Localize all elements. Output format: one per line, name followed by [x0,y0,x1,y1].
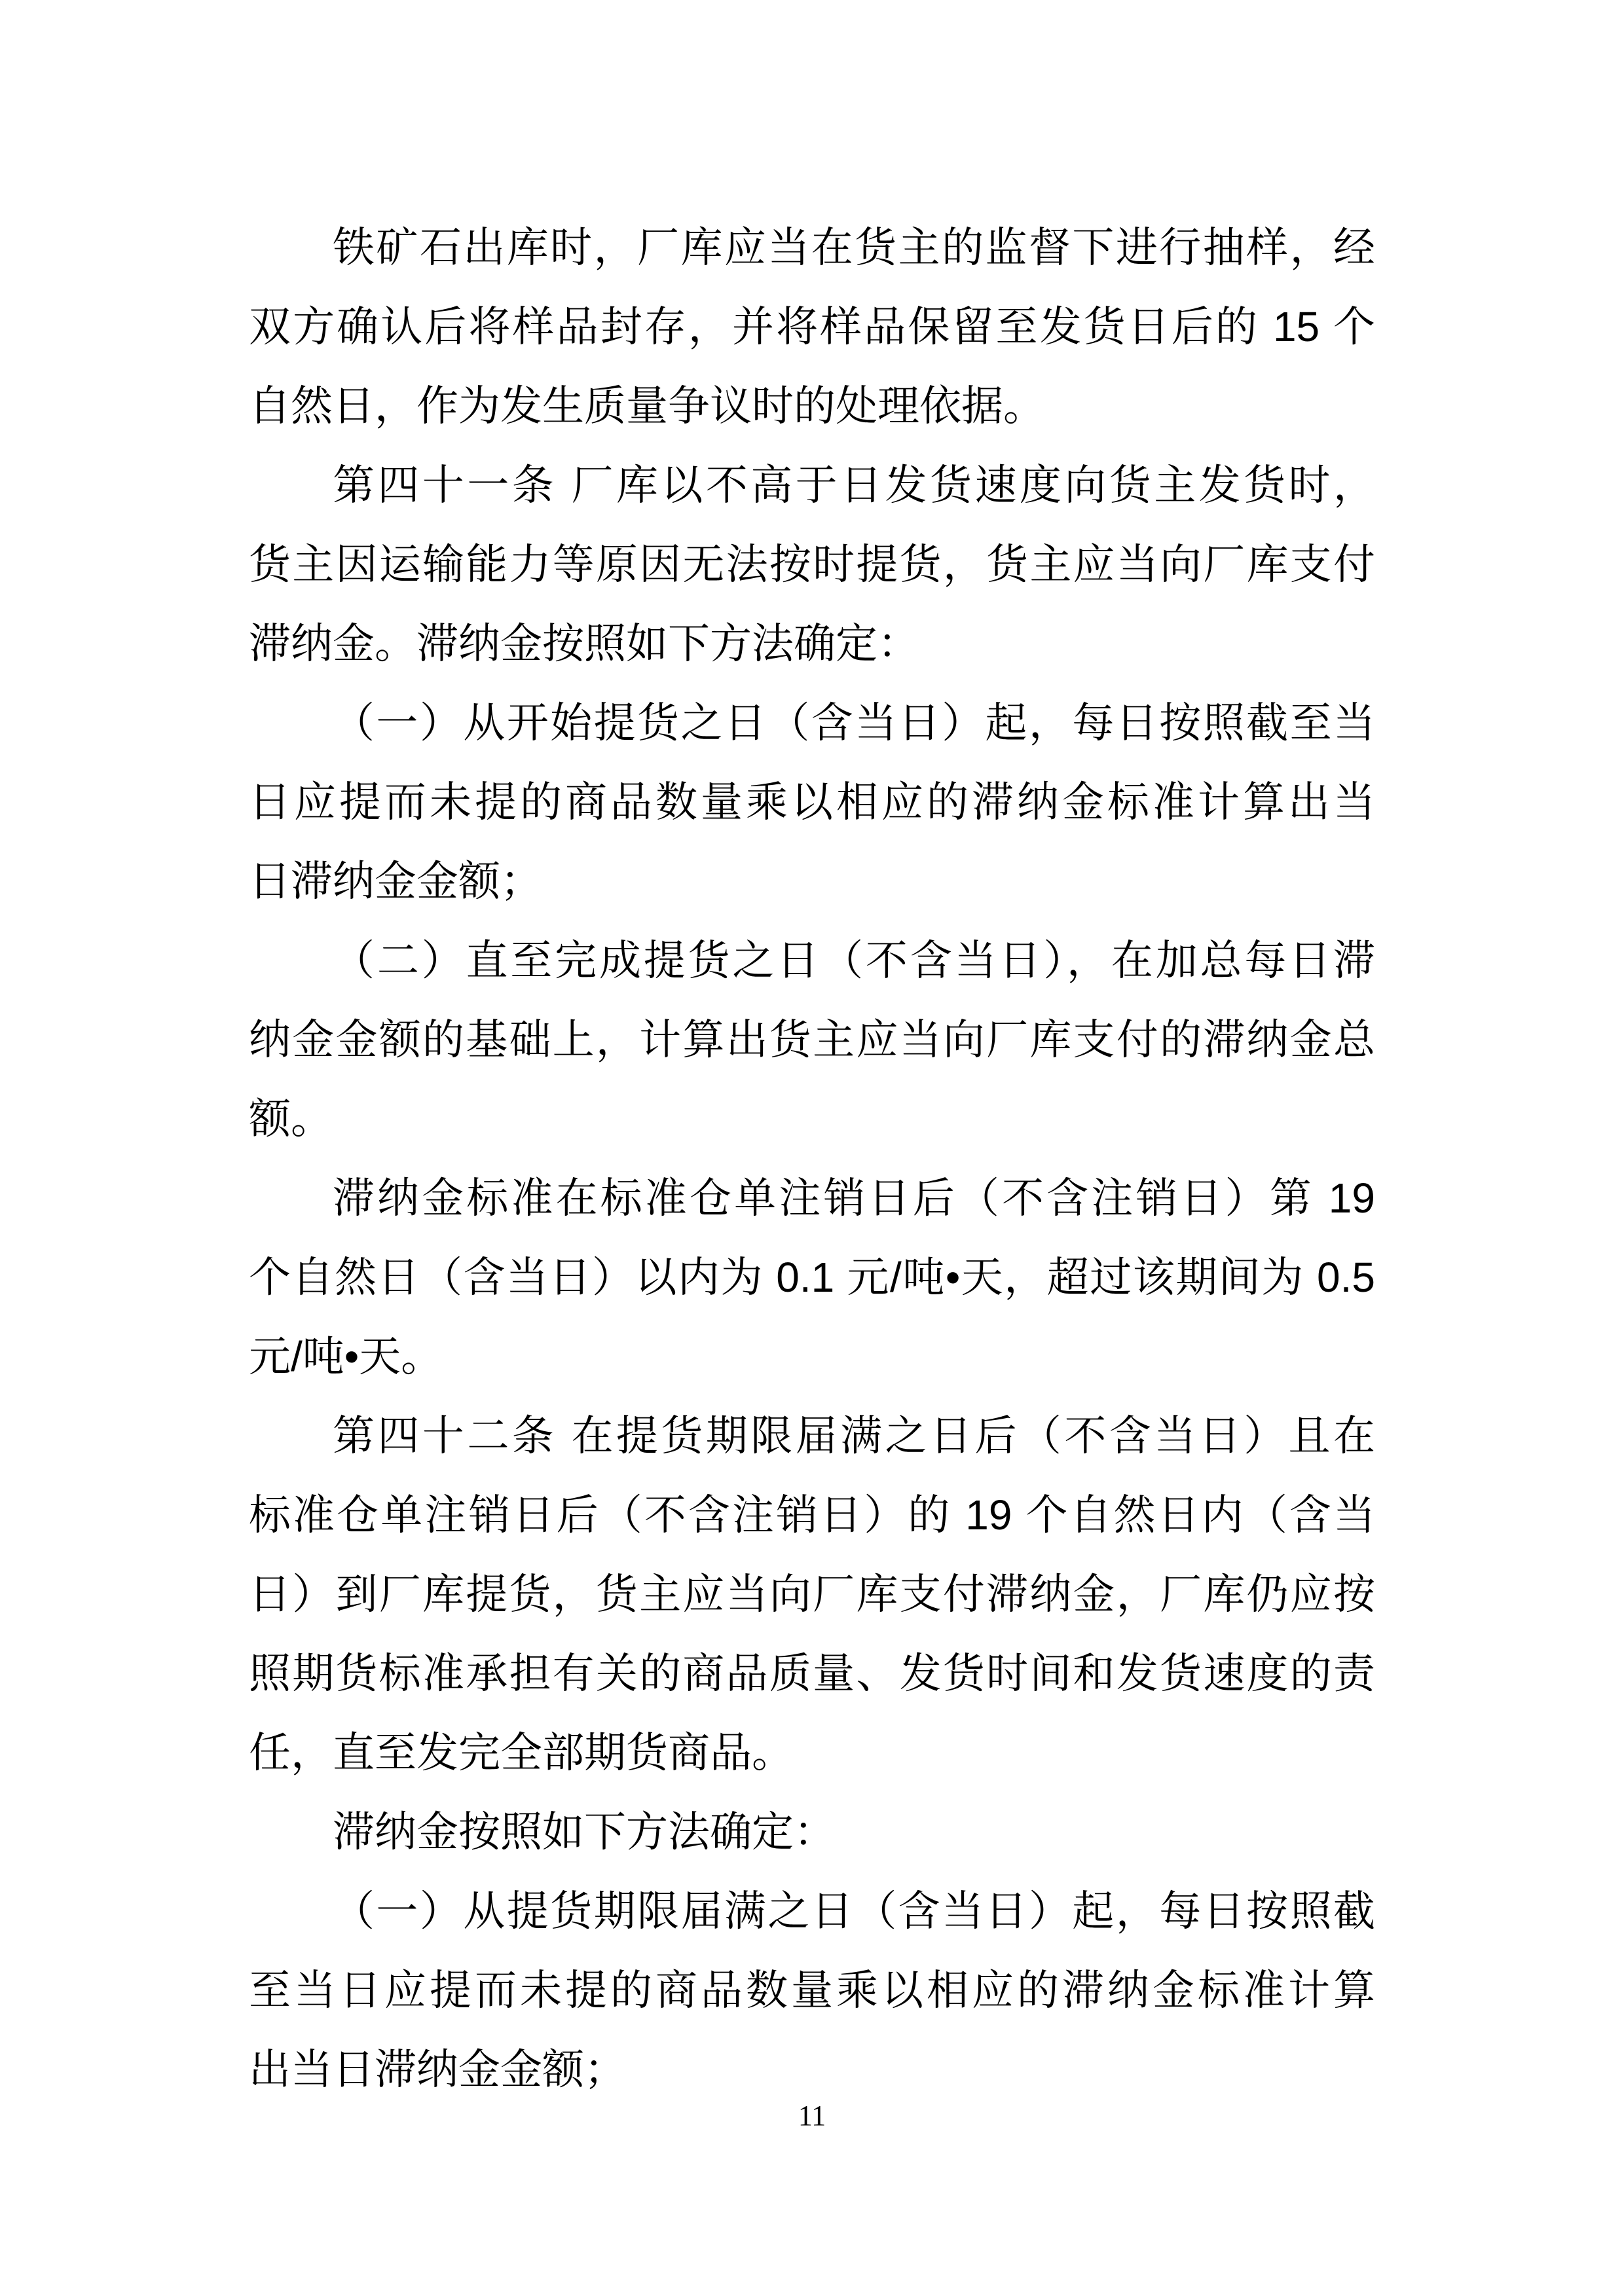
text-line: 日应提而未提的商品数量乘以相应的滞纳金标准计算出当 [249,778,1375,826]
text-line: 滞纳金标准在标准仓单注销日后（不含注销日）第 19 [333,1175,1375,1222]
text-line: 出当日滞纳金金额； [249,2046,626,2093]
text-line: 至当日应提而未提的商品数量乘以相应的滞纳金标准计算 [249,1967,1375,2014]
text-line: 日滞纳金金额； [249,858,542,905]
text-line: 滞纳金。滞纳金按照如下方法确定： [249,620,919,667]
text-line: 额。 [249,1095,333,1142]
document-body [249,208,1375,2109]
text-line: （一）从提货期限届满之日（含当日）起，每日按照截 [333,1887,1375,1935]
text-line: 滞纳金按照如下方法确定： [333,1808,836,1855]
text-line: 自然日，作为发生质量争议时的处理依据。 [249,382,1045,429]
text-line: 元/吨•天。 [249,1333,443,1380]
text-line: 第四十二条 在提货期限届满之日后（不含当日）且在 [333,1412,1375,1459]
text-line: 纳金金额的基础上，计算出货主应当向厂库支付的滞纳金总 [249,1016,1375,1063]
page-number: 11 [798,2100,826,2132]
text-line: 标准仓单注销日后（不含注销日）的 19 个自然日内（含当 [249,1491,1375,1539]
text-line: 铁矿石出库时，厂库应当在货主的监督下进行抽样，经 [333,224,1375,271]
text-line: 任，直至发完全部期货商品。 [249,1729,794,1776]
text-line: 货主因运输能力等原因无法按时提货，货主应当向厂库支付 [249,541,1375,588]
text-line: （一）从开始提货之日（含当日）起，每日按照截至当 [333,699,1375,746]
text-line: 照期货标准承担有关的商品质量、发货时间和发货速度的责 [249,1650,1375,1697]
text-line: 日）到厂库提货，货主应当向厂库支付滞纳金，厂库仍应按 [249,1571,1375,1618]
text-line: 第四十一条 厂库以不高于日发货速度向货主发货时， [333,462,1375,509]
text-line: 个自然日（含当日）以内为 0.1 元/吨•天，超过该期间为 0.5 [249,1254,1375,1301]
text-line: （二）直至完成提货之日（不含当日），在加总每日滞 [333,937,1375,984]
text-line: 双方确认后将样品封存，并将样品保留至发货日后的 15 个 [249,303,1375,350]
